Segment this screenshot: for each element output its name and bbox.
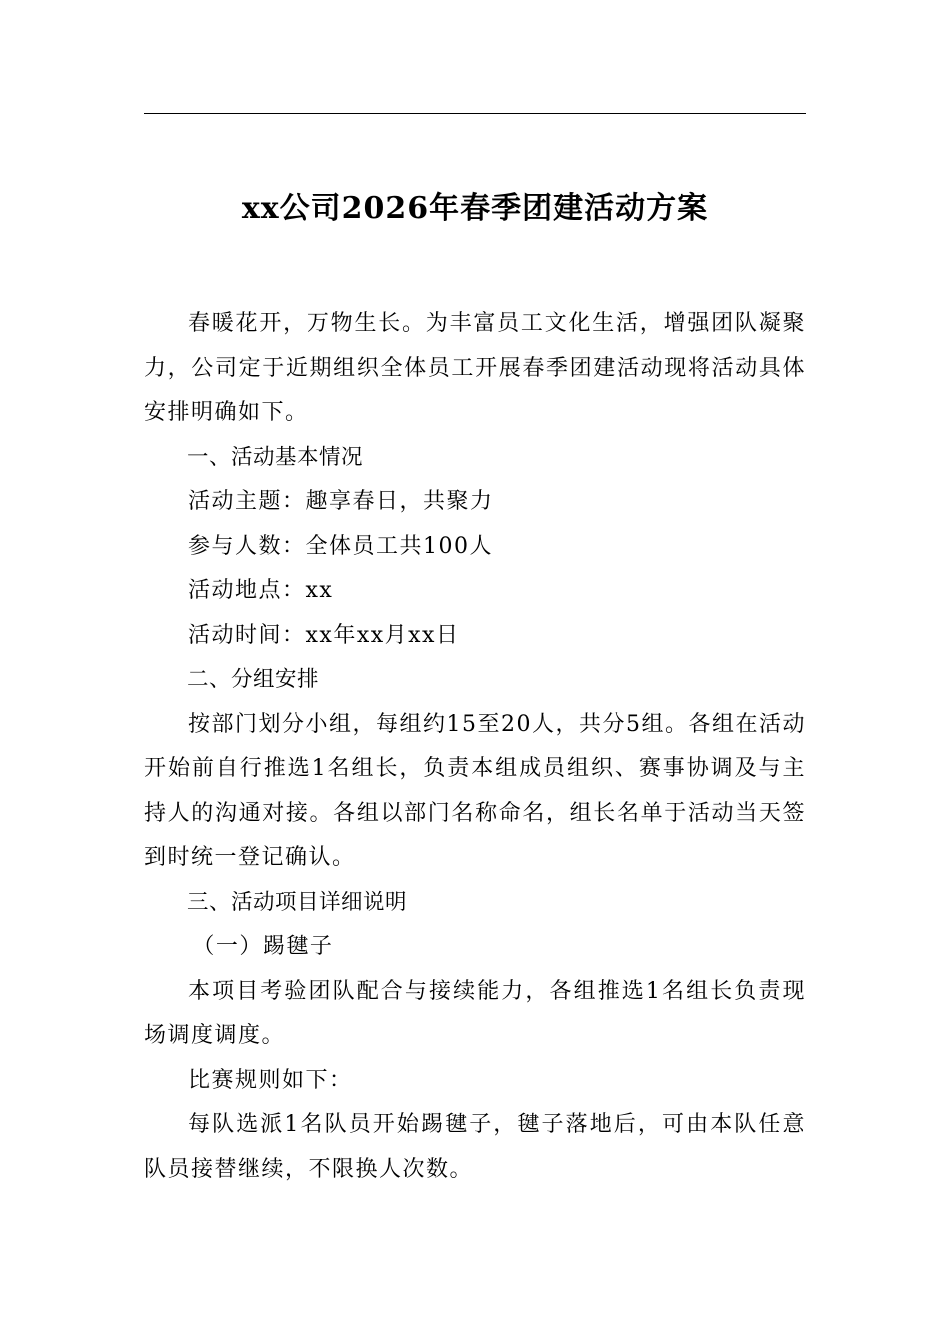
- activity-time: 活动时间：xx年xx月xx日: [188, 622, 460, 648]
- activity-location: 活动地点：xx: [188, 578, 334, 603]
- activity-participants: 参与人数：全体员工共100人: [188, 533, 493, 559]
- item-heading-shuttlecock: （一）踢毽子: [192, 934, 334, 959]
- activity-theme: 活动主题：趣享春日，共聚力: [188, 489, 494, 514]
- section-heading-basic-info: 一、活动基本情况: [187, 444, 364, 470]
- header-rule: [144, 113, 806, 114]
- document-title: xx公司2026年春季团建活动方案: [241, 191, 709, 226]
- grouping-paragraph: 按部门划分小组，每组约15至20人，共分5组。各组在活动开始前自行推选1名组长，负责本组成员组织、赛事协调及与主持人的沟通对接。各组以部门名称命名，组长名单于活动当天签到时统一登记确认。: [144, 711, 806, 870]
- shuttlecock-description: 本项目考验团队配合与接续能力，各组推选1名组长负责现场调度调度。: [144, 978, 806, 1048]
- document-body: [144, 302, 806, 1192]
- rules-label: 比赛规则如下：: [188, 1067, 353, 1093]
- intro-paragraph: 春暖花开，万物生长。为丰富员工文化生活，增强团队凝聚力，公司定于近期组织全体员工开展春季团建活动现将活动具体安排明确如下。: [144, 311, 806, 425]
- rule-paragraph: 每队选派1名队员开始踢毽子，毽子落地后，可由本队任意队员接替继续，不限换人次数。: [144, 1112, 806, 1182]
- section-heading-activity-items: 三、活动项目详细说明: [187, 889, 408, 915]
- section-heading-grouping: 二、分组安排: [187, 667, 320, 692]
